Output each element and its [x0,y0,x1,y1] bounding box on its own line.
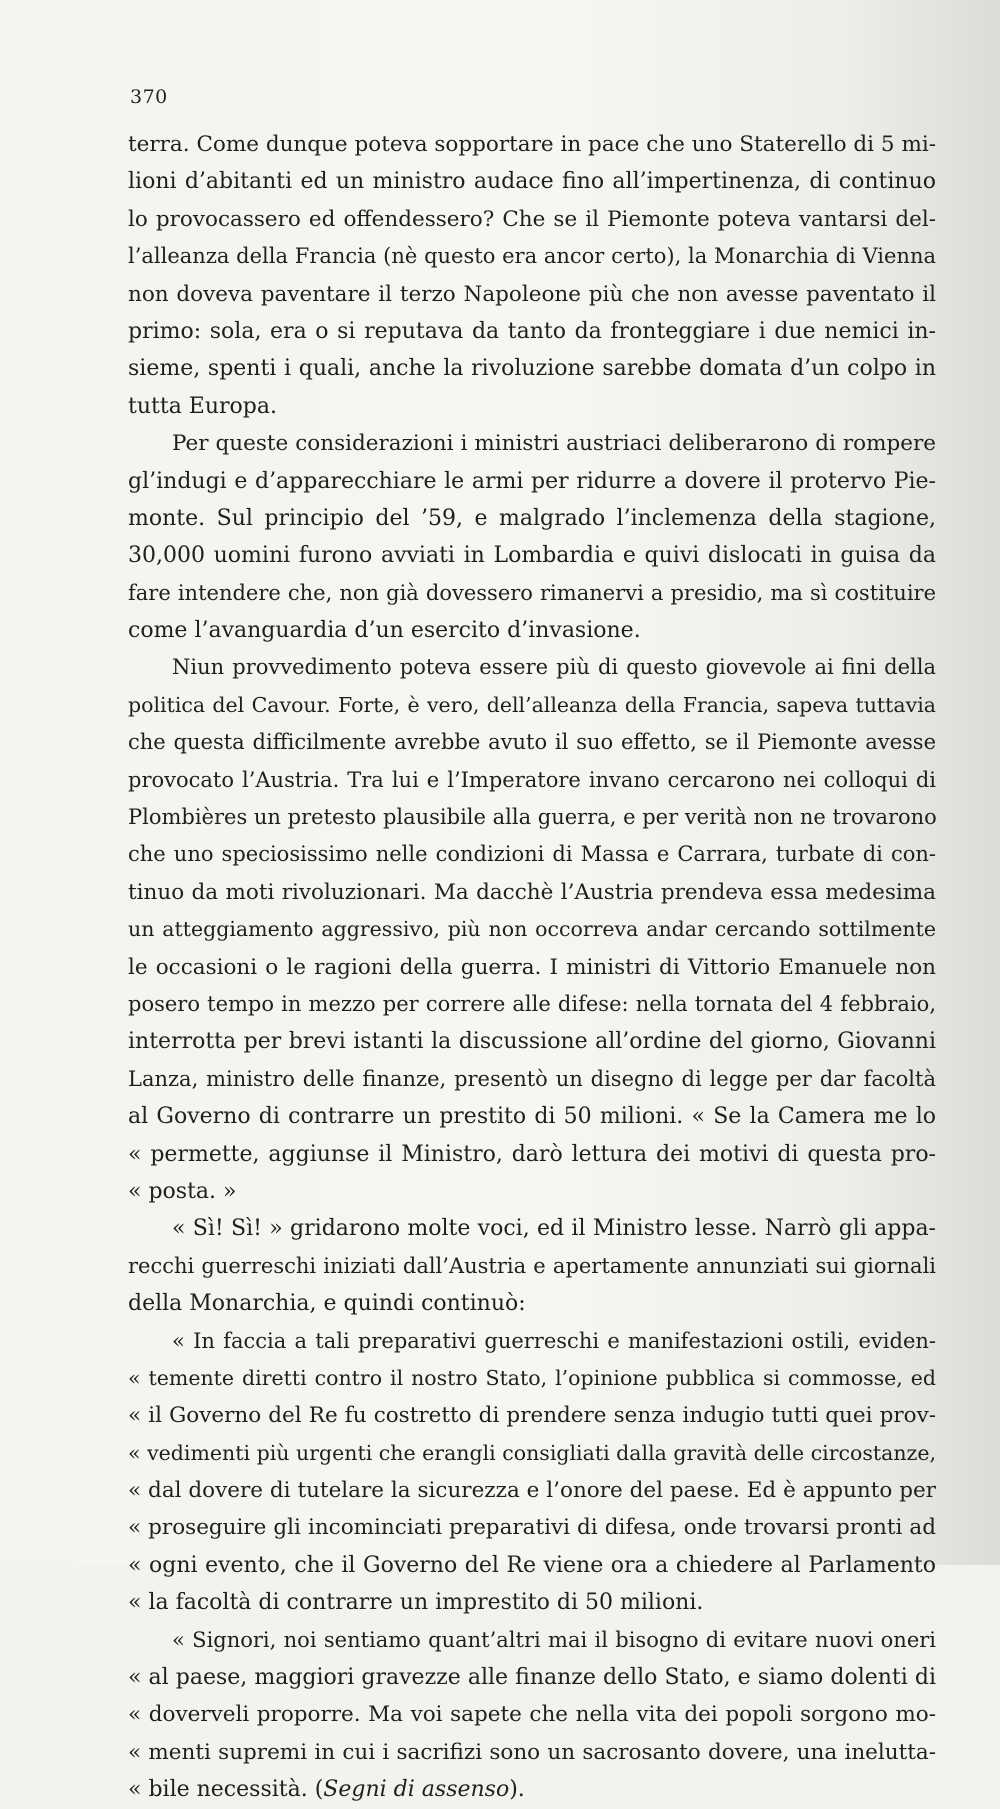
text-line: « al paese, maggiori gravezze alle finanze dello Stato, e siamo dolenti di [128,1665,936,1691]
text-line: della Monarchia, e quindi continuò: [128,1291,526,1317]
text-line: primo: sola, era o si reputava da tanto da fronteggiare i due nemici in- [128,318,936,344]
text-line: sieme, spenti i quali, anche la rivoluzione sarebbe domata d’un colpo in [128,356,936,382]
text-line: provocato l’Austria. Tra lui e l’Imperatore invano cercarono nei colloqui di [128,767,936,792]
text-line: « doverveli proporre. Ma voi sapete che nella vita dei popoli sorgono mo- [128,1702,936,1728]
text-line: « permette, aggiunse il Ministro, darò lettura dei motivi di questa pro- [128,1141,936,1167]
text-line: posero tempo in mezzo per correre alle difese: nella tornata del 4 febbraio, [128,991,936,1016]
text-line: non doveva paventare il terzo Napoleone più che non avesse paventato il [128,281,936,307]
text-line: interrotta per brevi istanti la discussione all’ordine del giorno, Giovanni [128,1029,936,1055]
final-line-prefix: « bile necessità. ( [128,1777,324,1803]
text-line: lioni d’abitanti ed un ministro audace fino all’impertinenza, di continuo [128,169,936,195]
text-line: Per queste considerazioni i ministri austriaci deliberarono di rompere [172,431,936,457]
text-line: gl’indugi e d’apparecchiare le armi per ridurre a dovere il protervo Pie- [128,468,936,494]
text-line: un atteggiamento aggressivo, più non occorreva andar cercando sottilmente [128,917,936,942]
text-line: « vedimenti più urgenti che erangli consigliati dalla gravità delle circostanze, [128,1440,936,1465]
text-line: « ogni evento, che il Governo del Re viene ora a chiedere al Parlamento [128,1552,936,1578]
text-line: « temente diretti contro il nostro Stato, l’opinione pubblica si commosse, ed [128,1365,936,1390]
text-line: « In faccia a tali preparativi guerreschi e manifestazioni ostili, eviden- [172,1328,936,1353]
body-text [128,126,936,1809]
text-line: Plombières un pretesto plausibile alla guerra, e per verità non ne trovarono [128,805,937,830]
text-line: « Sì! Sì! » gridarono molte voci, ed il Ministro lesse. Narrò gli appa- [172,1216,936,1242]
text-line: recchi guerreschi iniziati dall’Austria e apertamente annunziati sui giornali [128,1253,936,1278]
text-line: « la facoltà di contrarre un imprestito di 50 milioni. [128,1590,704,1616]
page-number: 370 [130,86,168,108]
text-line: terra. Come dunque poteva sopportare in pace che uno Staterello di 5 mi- [128,132,936,157]
text-line: che uno speciosissimo nelle condizioni di Massa e Carrara, turbate di con- [128,842,936,867]
text-line: le occasioni o le ragioni della guerra. I ministri di Vittorio Emanuele non [128,954,936,980]
text-line: monte. Sul principio del ’59, e malgrado l’inclemenza della stagione, [128,505,936,531]
text-line: « Signori, noi sentiamo quant’altri mai il bisogno di evitare nuovi oneri [172,1627,936,1652]
text-line: come l’avanguardia d’un esercito d’invasione. [128,618,641,644]
text-line: tinuo da moti rivoluzionari. Ma dacchè l’Austria prendeva essa medesima [128,879,936,905]
text-line: 30,000 uomini furono avviati in Lombardia e quivi dislocati in guisa da [128,543,936,569]
text-line: « menti supremi in cui i sacrifizi sono un sacrosanto dovere, una ineluttа- [128,1739,936,1765]
text-line: che questa difficilmente avrebbe avuto il suo effetto, se il Piemonte avesse [128,730,936,755]
text-line: Niun provvedimento poteva essere più di questo giovevole ai fini della [172,655,936,680]
text-line: « posta. » [128,1178,237,1204]
text-line: tutta Europa. [128,393,277,419]
text-line: lo provocassero ed offendessero? Che se il Piemonte poteva vantarsi del- [128,206,936,232]
text-line: al Governo di contrarre un prestito di 50 milioni. « Se la Camera me lo [128,1104,936,1130]
text-line: « il Governo del Re fu costretto di prendere senza indugio tutti quei prov- [128,1403,936,1429]
final-line-suffix: ). [509,1777,525,1803]
text-line: l’alleanza della Francia (nè questo era ancor certo), la Monarchia di Vienna [128,244,936,269]
text-line: Lanza, ministro delle finanze, presentò un disegno di legge per dar facoltà [128,1066,936,1091]
text-line-final [128,1771,936,1808]
text-line: politica del Cavour. Forte, è vero, dell’alleanza della Francia, sapeva tuttavia [128,692,936,717]
final-line-italic: Segni di assenso [323,1777,510,1803]
text-line: « dal dovere di tutelare la sicurezza e l’onore del paese. Ed è appunto per [128,1478,936,1504]
text-line: « proseguire gli incominciati preparativi di difesa, onde trovarsi pronti ad [128,1515,936,1541]
text-line: fare intendere che, non già dovessero rimanervi a presidio, ma sì costituire [128,580,936,605]
